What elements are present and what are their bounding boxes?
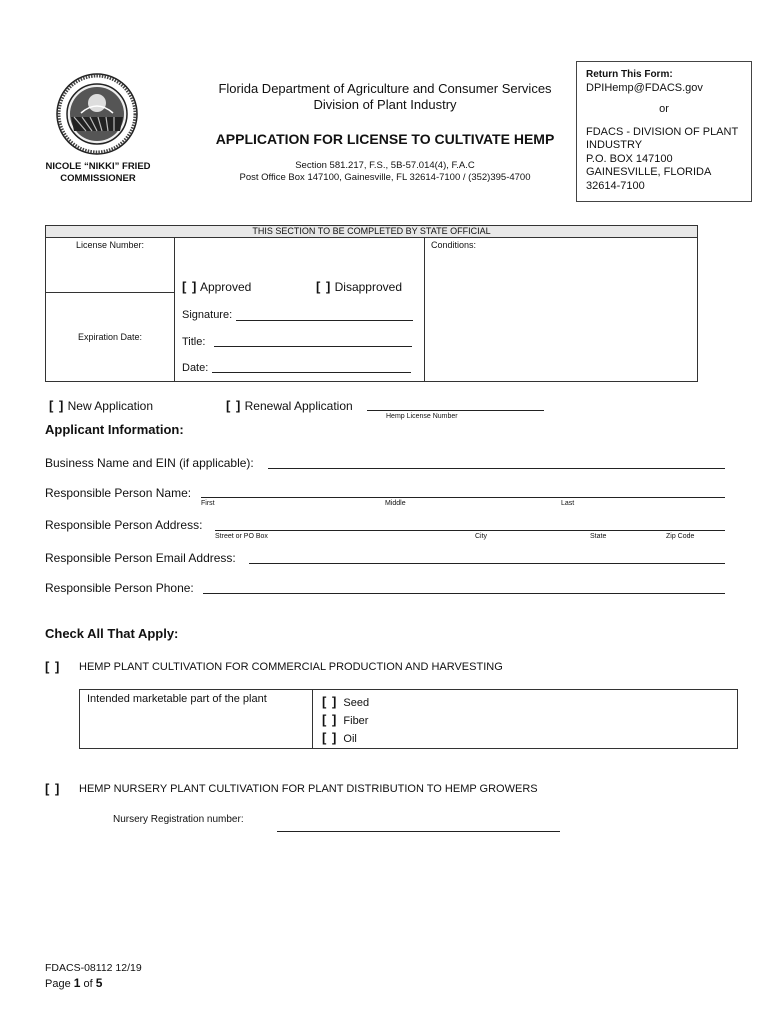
return-form-box — [576, 61, 752, 202]
commissioner-line2: COMMISSIONER — [60, 173, 136, 184]
nursery-checkbox[interactable]: [ ] — [45, 781, 61, 796]
name-first-caption: First — [201, 500, 215, 507]
marketable-part-box — [79, 689, 738, 749]
checkbox-bracket: [ ] — [316, 279, 332, 294]
license-number-label: License Number: — [75, 240, 145, 250]
responsible-phone-label: Responsible Person Phone: — [45, 581, 194, 595]
department-name — [190, 81, 580, 113]
date-label: Date: — [182, 362, 209, 374]
business-name-label: Business Name and EIN (if applicable): — [45, 456, 254, 470]
name-last-caption: Last — [561, 500, 575, 507]
responsible-email-label: Responsible Person Email Address: — [45, 551, 236, 565]
business-name-field[interactable] — [268, 468, 725, 469]
oil-label: Oil — [343, 733, 357, 745]
page-indicator — [45, 976, 102, 990]
divider — [46, 292, 174, 293]
form-id: FDACS-08112 12/19 — [45, 962, 142, 974]
nursery-registration-field[interactable] — [277, 831, 560, 832]
page-word: Page — [45, 978, 71, 990]
marketable-part-label: Intended marketable part of the plant — [87, 693, 267, 705]
commercial-label: HEMP PLANT CULTIVATION FOR COMMERCIAL PRODUCTION AND HARVESTING — [79, 661, 503, 673]
conditions-label: Conditions: — [431, 240, 477, 250]
page-total: 5 — [95, 976, 103, 990]
dept-line2: Division of Plant Industry — [313, 97, 457, 112]
return-address-line2: INDUSTRY — [586, 139, 643, 151]
renewal-application-label: Renewal Application — [244, 399, 353, 413]
applicant-info-heading: Applicant Information: — [45, 422, 184, 437]
signature-field[interactable] — [236, 320, 413, 321]
fiber-label: Fiber — [343, 715, 369, 727]
return-email[interactable]: DPIHemp@FDACS.gov — [586, 81, 703, 94]
divider — [174, 237, 175, 382]
return-address-line3: P.O. BOX 147100 — [586, 152, 673, 165]
new-application-label: New Application — [67, 399, 154, 413]
responsible-address-label: Responsible Person Address: — [45, 518, 203, 532]
checkbox-bracket: [ ] — [49, 398, 65, 413]
responsible-address-field[interactable] — [215, 530, 725, 531]
date-field[interactable] — [212, 372, 411, 373]
return-address-line5: 32614-7100 — [586, 179, 645, 192]
checkbox-bracket: [ ] — [322, 712, 338, 727]
name-middle-caption: Middle — [385, 500, 406, 507]
commercial-checkbox[interactable]: [ ] — [45, 659, 61, 674]
checkbox-bracket: [ ] — [322, 694, 338, 709]
title-label: Title: — [182, 336, 206, 348]
statute-line: Section 581.217, F.S., 5B-57.014(4), F.A.C — [295, 160, 475, 171]
seed-label: Seed — [343, 697, 370, 709]
nursery-label: HEMP NURSERY PLANT CULTIVATION FOR PLANT DISTRIBUTION TO HEMP GROWERS — [79, 783, 538, 795]
form-title: APPLICATION FOR LICENSE TO CULTIVATE HEMP — [215, 131, 555, 147]
state-official-section — [45, 225, 698, 382]
return-address-line1: FDACS - DIVISION OF PLANT — [586, 125, 739, 138]
fdacs-seal-logo — [56, 73, 138, 155]
title-field[interactable] — [214, 346, 412, 347]
return-or: or — [659, 103, 669, 115]
checkbox-bracket: [ ] — [182, 279, 198, 294]
page-number: 1 — [73, 976, 81, 990]
renewal-application-checkbox[interactable] — [226, 398, 353, 413]
seed-checkbox[interactable] — [322, 694, 369, 709]
address-city-caption: City — [475, 533, 488, 540]
approved-label: Approved — [199, 280, 252, 294]
divider — [424, 237, 425, 382]
address-state-caption: State — [590, 533, 607, 540]
of-word: of — [83, 978, 93, 990]
statute-address — [190, 160, 580, 184]
responsible-phone-field[interactable] — [203, 593, 725, 594]
divider — [312, 690, 313, 748]
expiration-date-label: Expiration Date: — [77, 332, 143, 342]
new-application-checkbox[interactable] — [49, 398, 153, 413]
responsible-name-label: Responsible Person Name: — [45, 486, 192, 500]
approved-checkbox[interactable] — [182, 279, 251, 294]
hemp-license-number-field[interactable] — [367, 410, 544, 411]
check-all-heading: Check All That Apply: — [45, 626, 179, 641]
commissioner-line1: NICOLE “NIKKI” FRIED — [45, 161, 151, 172]
disapproved-label: Disapproved — [334, 280, 402, 294]
checkbox-bracket: [ ] — [322, 730, 338, 745]
address-street-caption: Street or PO Box — [215, 533, 268, 540]
disapproved-checkbox[interactable] — [316, 279, 402, 294]
nursery-registration-label: Nursery Registration number: — [113, 814, 244, 825]
commissioner-name — [38, 161, 158, 185]
fiber-checkbox[interactable] — [322, 712, 368, 727]
return-title: Return This Form: — [586, 69, 673, 80]
checkbox-bracket: [ ] — [226, 398, 242, 413]
state-section-heading: THIS SECTION TO BE COMPLETED BY STATE OFFICIAL — [46, 226, 697, 238]
address-zip-caption: Zip Code — [666, 533, 695, 540]
return-address-line4: GAINESVILLE, FLORIDA — [586, 166, 712, 178]
oil-checkbox[interactable] — [322, 730, 357, 745]
signature-label: Signature: — [182, 309, 233, 321]
hemp-license-number-caption: Hemp License Number — [386, 413, 458, 420]
responsible-email-field[interactable] — [249, 563, 725, 564]
address-line: Post Office Box 147100, Gainesville, FL 32614-7100 / (352)395-4700 — [239, 172, 531, 183]
responsible-name-field[interactable] — [201, 497, 725, 498]
dept-line1: Florida Department of Agriculture and Consumer Services — [218, 81, 552, 96]
